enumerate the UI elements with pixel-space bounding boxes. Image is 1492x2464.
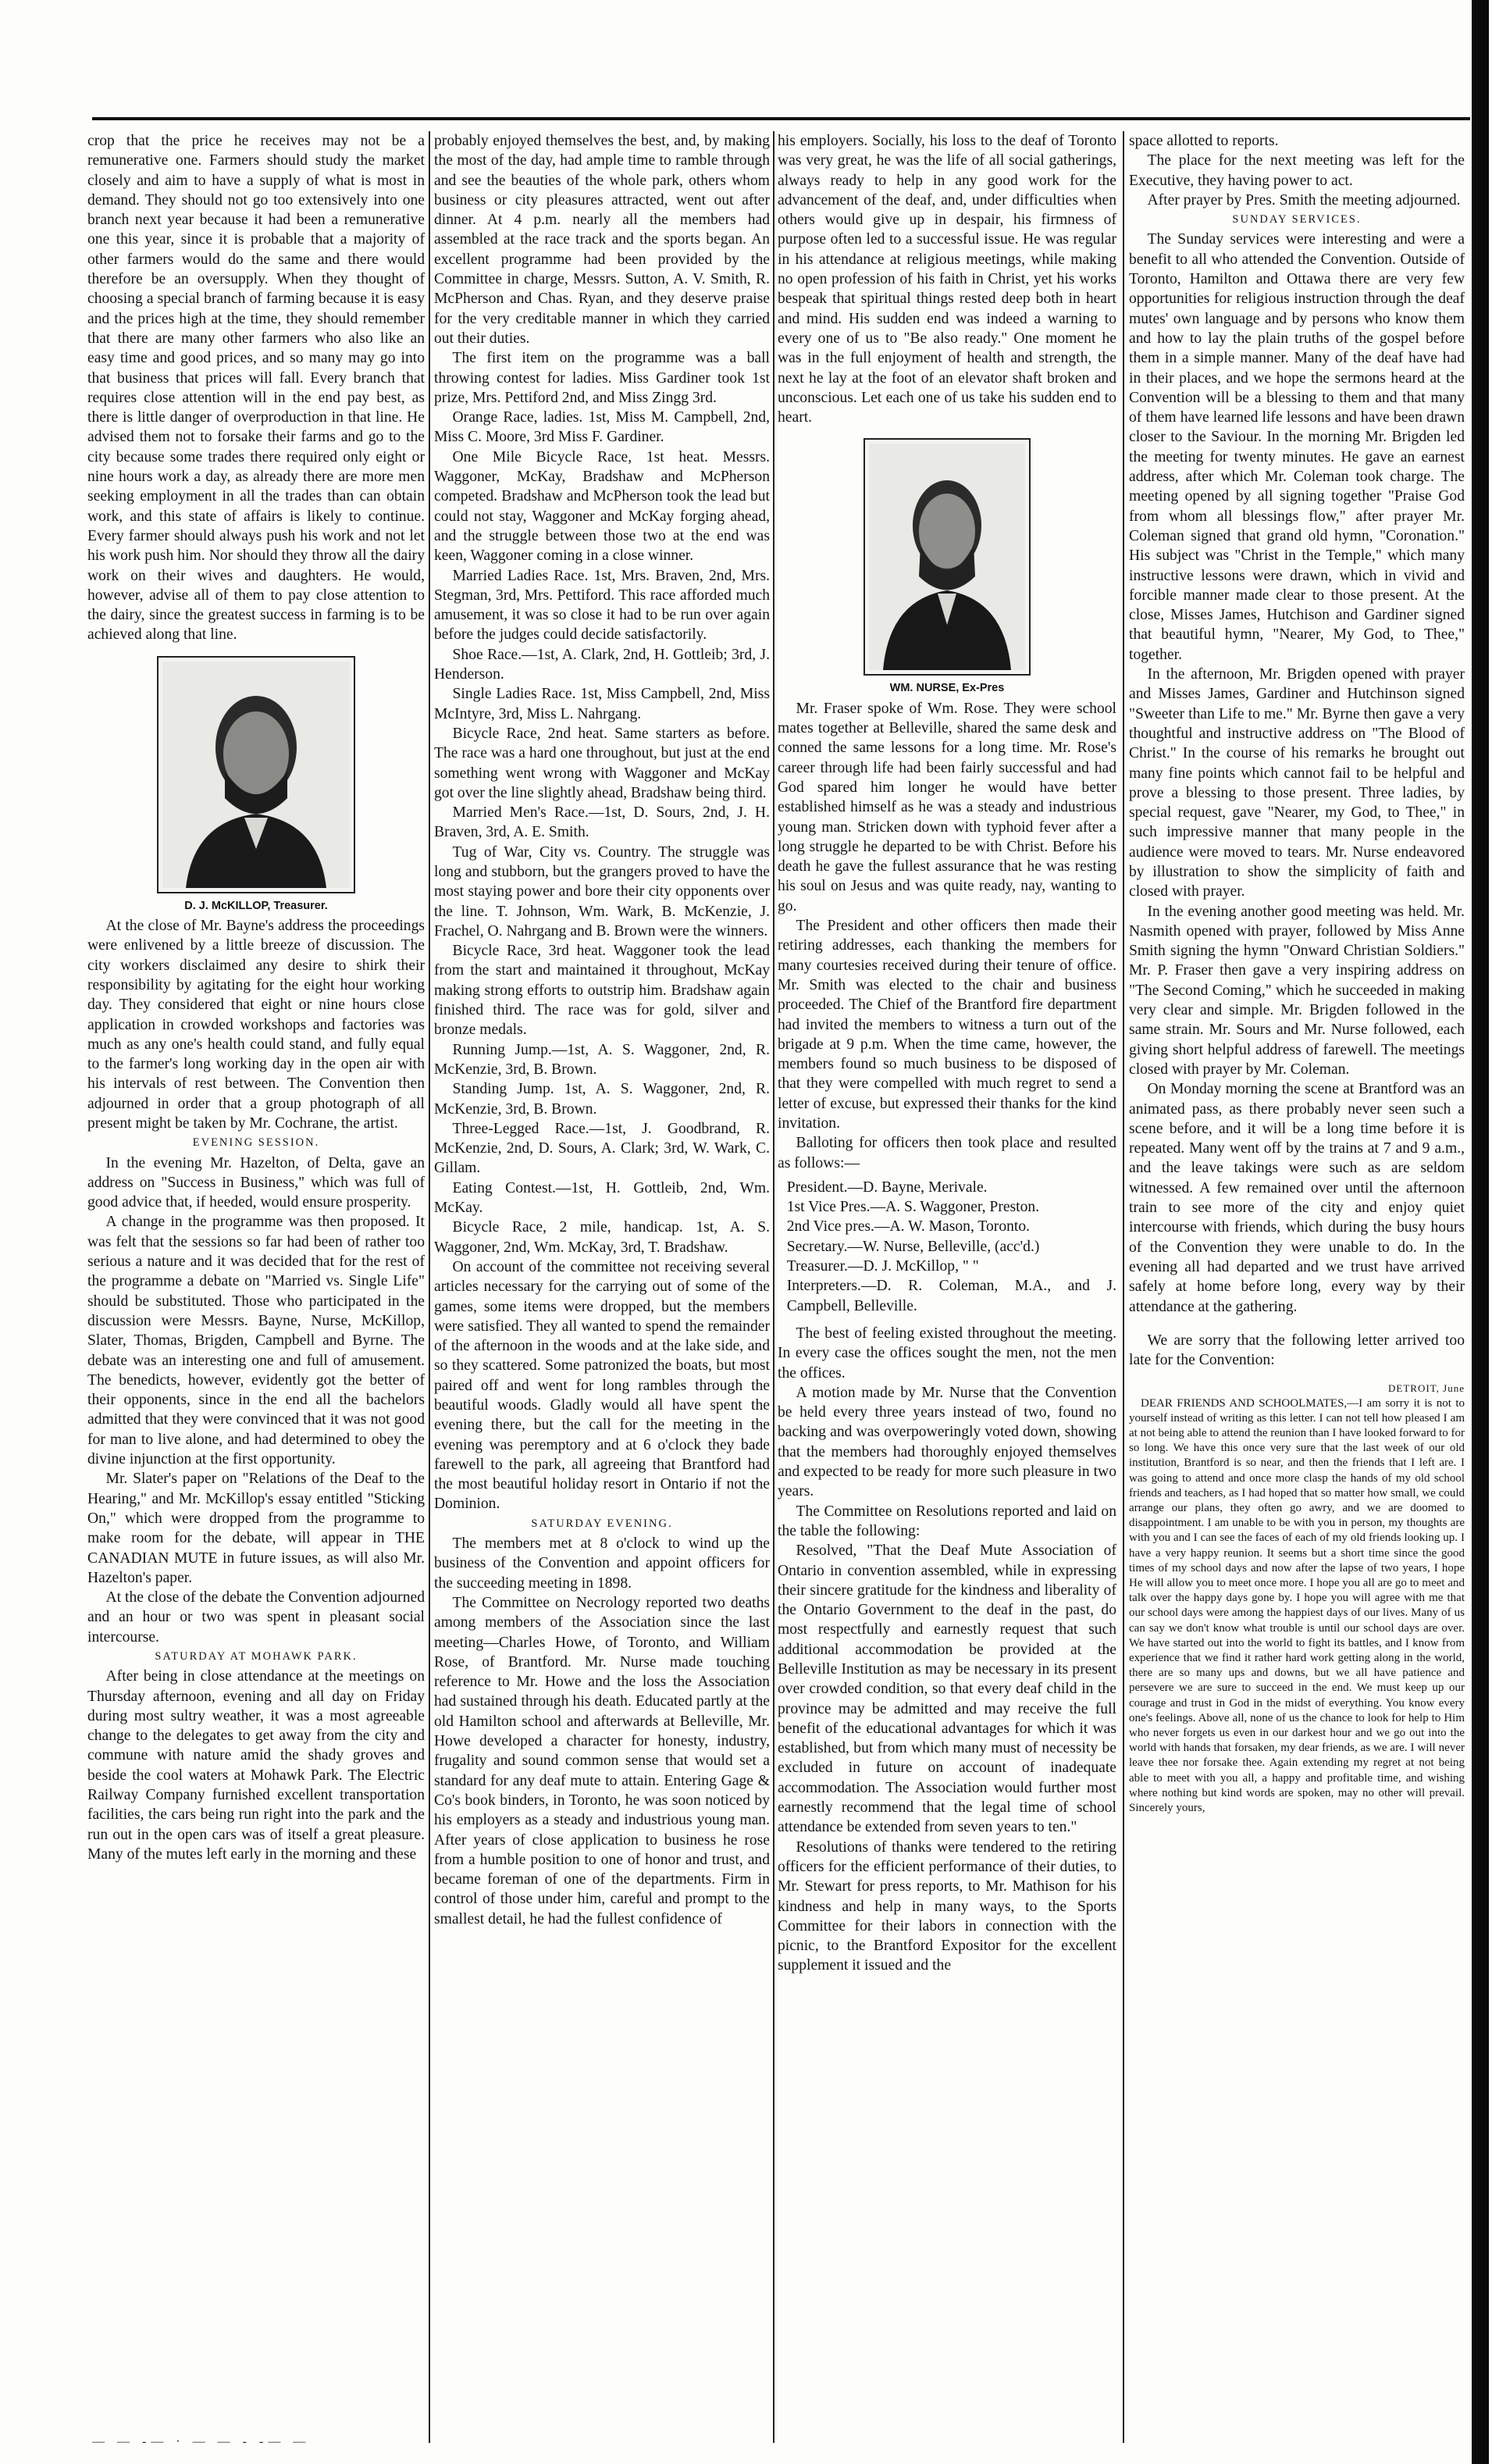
page-edge-border [1472, 0, 1489, 2464]
paragraph: Bicycle Race, 2 mile, handicap. 1st, A. S. Waggoner, 2nd, Wm. McKay, 3rd, T. Bradshaw. [434, 1219, 770, 1256]
paragraph: The place for the next meeting was left for the Executive, they having power to act. [1129, 152, 1465, 189]
column-rule [773, 131, 774, 2443]
officer-entry: 2nd Vice pres.—A. W. Mason, Toronto. [786, 1218, 1031, 1236]
paragraph: Eating Contest.—1st, H. Gottleib, 2nd, Wm. McKay. [434, 1179, 770, 1217]
officer-entry: President.—D. Bayne, Merivale. [786, 1179, 988, 1196]
paragraph: On Monday morning the scene at Brantford was an animated pass, as there probably never seen such a scene before, and it will be a long time before it is repeated. Many went off by the trains at 7 and 9 a.m., and the leave takings were such as are seldom witnessed. A few remained over until the afternoon train to see more of the city and enjoy quiet intercourse with friends, which during the busy hours of the Convention they were unable to do. In the evening all had departed and we trust have arrived safely at home before long, every way by their attendance at the gathering. [1129, 1081, 1465, 1315]
paragraph: Orange Race, ladies. 1st, Miss M. Campbell, 2nd, Miss C. Moore, 3rd Miss F. Gardiner. [434, 409, 770, 446]
portrait-nurse [864, 438, 1031, 676]
paragraph: Bicycle Race, 3rd heat. Waggoner took the lead from the start and maintained it throughout, McKay making strong efforts to outstrip him. Bradshaw again finished third. The race was for gold, silver and bronze medals. [434, 943, 770, 1039]
officer-entry: Interpreters.—D. R. Coleman, M.A., and J. Campbell, Belleville. [786, 1278, 1116, 1314]
section-heading: SUNDAY SERVICES. [1232, 213, 1362, 226]
paragraph: space allotted to reports. [1129, 133, 1279, 149]
paragraph: The first item on the programme was a ball throwing contest for ladies. Miss Gardiner took 1st prize, Mrs. Pettiford 2nd, and Miss Zingg 3rd. [434, 350, 770, 406]
officer-entry: 1st Vice Pres.—A. S. Waggoner, Preston. [786, 1199, 1040, 1216]
paragraph: The Sunday services were interesting and were a benefit to all who attended the Convention. Outside of Toronto, Hamilton and Ottawa there are very few opportunities for religious instruction through the deaf mutes' own language and by persons who know them and how to lay the plain truths of the gospel before them in a simple manner. Many of the deaf have had in their places, and we hope the sermons heard at the Convention will be a blessing to them and that many of them have learned life lessons and have been drawn closer to the Saviour. In the morning Mr. Brigden led the meeting for twenty minutes. He gave an earnest address, after which Mr. Coleman took charge. The meeting opened by all signing together "Praise God from whom all blessings flow," after prayer Mr. Coleman signed that grand old hymn, "Coronation." His subject was "Christ in the Temple," which many instructive lessons were drawn, which in vivid and forcible manner made clear to those present. At the close, Misses James, Hutchison and Gardiner signed that beautiful hymn, "Nearer, My God, to Thee," together. [1129, 231, 1465, 663]
paragraph: At the close of the debate the Convention adjourned and an hour or two was spent in pleasant social intercourse. [87, 1589, 425, 1646]
paragraph: Resolved, "That the Deaf Mute Association of Ontario in convention assembled, while in expressing their sincere gratitude for the kindness and liberality of the Ontario Government to the deaf in the past, do most respectfully and earnestly request that such additional accommodation be provided at the Belleville Institution as may be necessary in its present over crowded condition, so that every deaf child in the province may be admitted and may receive the full benefit of the educational advantages for which it was established, but from which many must of necessity be excluded in future on account of inadequate accommodation. The Association would further most earnestly recommend that the legal time of school attendance be extended from seven years to ten." [778, 1542, 1116, 1836]
paragraph: Three-Legged Race.—1st, J. Goodbrand, R. McKenzie, 2nd, D. Sours, A. Clark; 3rd, W. Wark, C. Gillam. [434, 1120, 770, 1177]
column-4 [1129, 131, 1465, 2443]
paragraph: Running Jump.—1st, A. S. Waggoner, 2nd, R. McKenzie, 3rd, B. Brown. [434, 1041, 770, 1078]
paragraph: Married Ladies Race. 1st, Mrs. Braven, 2nd, Mrs. Stegman, 3rd, Mrs. Pettiford. This race afforded much amusement, it was so close it had to be run over again before the judges could decide satisfactorily. [434, 567, 770, 644]
paragraph: In the evening Mr. Hazelton, of Delta, gave an address on "Success in Business," which was full of good advice that, if heeded, would ensure prosperity. [87, 1154, 425, 1211]
bottom-edge-marks: — — -— · — — - -— — [92, 2435, 311, 2448]
column-3 [778, 131, 1116, 2443]
column-2 [434, 131, 770, 2443]
paragraph: Mr. Slater's paper on "Relations of the Deaf to the Hearing," and Mr. McKillop's essay entitled "Sticking On," which were dropped from the programme to make room for the debate, will appear in THE CANADIAN MUTE in future issues, as will also Mr. Hazelton's paper. [87, 1471, 425, 1586]
paragraph: We are sorry that the following letter arrived too late for the Convention: [1129, 1332, 1465, 1369]
paragraph: One Mile Bicycle Race, 1st heat. Messrs. Waggoner, McKay, Bradshaw and McPherson competed. Bradshaw and McPherson took the lead but could not stay, Waggoner and McKay forging ahead, and the struggle between those two at the end was keen, Waggoner coming in a close winner. [434, 448, 770, 565]
paragraph: Married Men's Race.—1st, D. Sours, 2nd, J. H. Braven, 3rd, A. E. Smith. [434, 804, 770, 841]
column-1 [87, 131, 425, 2443]
paragraph: Mr. Fraser spoke of Wm. Rose. They were school mates together at Belleville, shared the same desk and conned the same lessons for a long time. Mr. Rose's career through life had been fairly successful and had God spared him longer he would have better established himself as he was a steady and industrious young man. Stricken down with typhoid fever after a long struggle he departed to be with Christ. Before his death he gave the fullest assurance that he was resting his soul on Jesus and was quite ready, nay, wanting to go. [778, 700, 1116, 915]
paragraph: At the close of Mr. Bayne's address the proceedings were enlivened by a little breeze of discussion. The city workers disclaimed any desire to shirk their responsibility by agitating for the eight hour working day. They considered that eight or nine hours close application in crowded workshops and factories was much as any one's health could stand, and fully equal to the farmer's long working day in the open air with his intervals of rest between. The Convention then adjourned in order that a group photograph of all present might be taken by Mr. Cochrane, the artist. [87, 918, 425, 1132]
paragraph: Bicycle Race, 2nd heat. Same starters as before. The race was a hard one throughout, but just at the end something went wrong with Waggoner and McKay got over the line slightly ahead, Bradshaw being third. [434, 725, 770, 801]
paragraph: his employers. Socially, his loss to the deaf of Toronto was very great, he was the life of all social gatherings, always ready to help in any good work for the advancement of the deaf, and, under difficulties when others would give up in despair, his firmness of purpose often led to a successful issue. He was regular in his attendance at religious meetings, while making no open profession of his faith in Christ, yet his works bespeak that spiritual things rested deep both in heart and mind. His sudden end was indeed a warning to every one of us to "Be also ready." One moment he was in the full enjoyment of health and strength, the next he lay at the foot of an elevator shaft broken and unconscious. Let each one of us take his sudden end to heart. [778, 133, 1116, 426]
paragraph: After prayer by Pres. Smith the meeting adjourned. [1147, 191, 1461, 209]
paragraph: The Committee on Necrology reported two deaths among members of the Association since the last meeting—Charles Howe, of Toronto, and William Rose, of Brantford. Mr. Nurse made touching reference to Mr. Howe and the loss the Association had sustained through his death. Educated partly at the old Hamilton school and afterwards at Belleville, Mr. Howe developed a character for honesty, industry, frugality and sound common sense that would set a standard for any deaf mute to attain. Entering Gage & Co's book binders, in Toronto, he was soon noticed by his employers as a steady and industrious young man. After years of close application to business he rose from a humble position to one of honor and trust, and became foreman of one of the departments. Firm in control of those under him, careful and prompt to the smallest detail, he had the fullest confidence of [434, 1594, 770, 1927]
portrait-engraving-icon [162, 661, 350, 888]
portrait-caption: D. J. McKILLOP, Treasurer. [184, 899, 328, 912]
paragraph: The President and other officers then made their retiring addresses, each thanking the members for many courtesies received during their tenure of office. Mr. Smith was elected to the chair and business proceeded. The Chief of the Brantford fire department had invited the members to witness a turn out of the brigade at 9 p.m. When the time came, however, the members found so much business to be disposed of that they were compelled with much regret to send a letter of excuse, but expressed their thanks for the kind invitation. [778, 918, 1116, 1132]
paragraph: probably enjoyed themselves the best, and, by making the most of the day, had ample time to ramble through and see the beauties of the whole park, others whom business or city pleasures attracted, went out after dinner. At 4 p.m. nearly all the members had assembled at the race track and the sports began. An excellent programme had been provided by the Committee in charge, Messrs. Sutton, A. V. Smith, R. McPherson and Chas. Ryan, and they deserve praise for the very creditable manner in which they carried out their duties. [434, 133, 770, 347]
letter-block [1129, 1381, 1465, 1816]
top-rule [92, 117, 1470, 120]
paragraph: Shoe Race.—1st, A. Clark, 2nd, H. Gottleib; 3rd, J. Henderson. [434, 646, 770, 683]
officer-entry: Treasurer.—D. J. McKillop, " " [786, 1258, 979, 1275]
paragraph: A change in the programme was then proposed. It was felt that the sessions so far had been of rather too serious a nature and it was decided that for the rest of the programme a debate on "Married vs. Single Life" should be substituted. Those who participated in the discussion were Messrs. Bayne, Nurse, McKillop, Slater, Thomas, Brigden, Campbell and Byrne. The debate was an interesting one and full of amusement. The benedicts, however, evidently got the better of their opponents, since in the end all the bachelors admitted that they were convinced that it was not good for man to live alone, and had determined to obey the divine injunction at the first opportunity. [87, 1214, 425, 1468]
paragraph: Balloting for officers then took place and resulted as follows:— [778, 1135, 1116, 1171]
paragraph: Standing Jump. 1st, A. S. Waggoner, 2nd, R. McKenzie, 3rd, B. Brown. [434, 1081, 770, 1118]
section-heading: SATURDAY EVENING. [531, 1517, 673, 1530]
portrait-engraving-icon [869, 444, 1025, 670]
paragraph: The best of feeling existed throughout the meeting. In every case the offices sought the men, not the men the offices. [778, 1325, 1116, 1382]
paragraph: On account of the committee not receiving several articles necessary for the carrying out of some of the games, some items were dropped, but the members were satisfied. They all wanted to spend the remainder of the afternoon in the woods and at the lake side, and so they scattered. Some patronized the boats, but most paired off and went for long rambles through the beautiful woods. Gladly would all have spent the evening there, but the call for the meeting in the evening was peremptory and at 6 o'clock they bade farewell to the park, all agreeing that Brantford had the most beautiful holiday resort in Ontario if not the Dominion. [434, 1258, 770, 1513]
letter-place: DETROIT, June [1388, 1382, 1465, 1395]
paragraph: In the evening another good meeting was held. Mr. Nasmith opened with prayer, followed by Miss Anne Smith signing the hymn "Onward Christian Soldiers." Mr. P. Fraser then gave a very inspiring address on "The Second Coming," which he succeeded in making very clear and simple. Mr. Brigden followed in the same strain. Mr. Sours and Mr. Nurse followed, each giving short helpful address of farewell. The meetings closed with prayer by Mr. Coleman. [1129, 903, 1465, 1078]
paragraph: crop that the price he receives may not be a remunerative one. Farmers should study the market closely and aim to have a supply of what is most in demand. They should not go too extensively into one branch next year because it had been a remunerative one this year, since it is probable that a majority of other farmers would do the same and there would therefore be an oversupply. When they thought of choosing a special branch of farming because it is easy and the prices high at the time, they should remember that there are many other farmers who also like an easy time and good prices, and so many may go into that business that prices will fall. Every branch that requires close attention will in the end pay best, as there is little danger of overproduction in that line. He advised them not to forsake their farms and go to the city because some trades there required only eight or nine hours work a day, as already there are more men seeking employment in all the trades than can obtain work, and this state of affairs is likely to continue. Every farmer should always push his work and not let his work push him. Nor should they throw all the dairy work on their wives and daughters. He would, however, advise all of them to pay close attention to the dairy, since the greatest success in farming is to be achieved along that line. [87, 133, 425, 644]
portrait-mckillop [157, 656, 355, 893]
paragraph: In the afternoon, Mr. Brigden opened with prayer and Misses James, Gardiner and Hutchinson signed "Sweeter than Life to me." Mr. Byrne then gave a very thoughtful and instructive address on "The Blood of Christ." In the course of his remarks he brought out many fine points which cannot fail to be helpful and prove a blessing to those present. Three ladies, by special request, gave "Nearer, my God, to Thee," in such impressive manner that many people in the audience were moved to tears. Mr. Nurse endeavored by illustration to show the simplicity of faith and closed with prayer. [1129, 666, 1465, 900]
paragraph: The members met at 8 o'clock to wind up the business of the Convention and appoint officers for the succeeding meeting in 1898. [434, 1535, 770, 1592]
paragraph: A motion made by Mr. Nurse that the Convention be held every three years instead of two, found no backing and was overpoweringly voted down, showing that the members had thoroughly enjoyed themselves and expected to be ready for more such pleasure in two years. [778, 1384, 1116, 1500]
section-heading: SATURDAY AT MOHAWK PARK. [155, 1650, 358, 1663]
letter-text: DEAR FRIENDS AND SCHOOLMATES,—I am sorry it is not to yourself instead of writing as this letter. I can not tell how pleased I am at not being able to attend the reunion than I have looked forward to for so long. We have this once very sure that the last week of our old institution, Brantford is so near, and then the friends that I left are. I was going to attend and once more clasp the hands of my old school friends and teachers, as I had hoped that so matter how small, we could arrange our plans, they often go awry, and we are doomed to disappointment. I am unable to be with you in person, my thoughts are with you and I can see the faces of each of my old friends looking up. I have a very happy reunion. It seems but a short time since the good times of my school days and now after the lapse of two years, I hope He will allow you to meet once more. I hope you all are go to meet and talk over the happy days gone by. I hope you will agree with me that our school days were among the happiest days of our lives. Many of us can say we don't know what trouble is until our school days are over. We have started out into the world to fight its battles, and I know from experience that we find it rather hard work getting along in the world, there are so many ups and downs, but we all have patience and persevere we are sure to succeed in the end. We must keep up our courage and trust in God in the midst of everything. You know every one's feelings. Above all, none of us the chance to look for help to Him who never forgets us even in our darkest hour and we go out into the world with hands that forsaken, my dear friends, as we are. I will never leave thee nor forsake thee. Again extending my regret at not being able to meet with you all, a happy and profitable time, and wishing where nothing but kind words are spoken, may no other will prevail. Sincerely yours, [1129, 1396, 1465, 1815]
officer-entry: Secretary.—W. Nurse, Belleville, (acc'd.) [786, 1238, 1040, 1255]
paragraph: After being in close attendance at the meetings on Thursday afternoon, evening and all day on Friday during most sultry weather, it was a most agreeable change to the delegates to get away from the city and commune with nature amid the shady groves and beside the cool waters at Mohawk Park. The Electric Railway Company furnished excellent transportation facilities, the cars being run right into the park and the run out in the open cars was of itself a great pleasure. Many of the mutes left early in the morning and these [87, 1668, 425, 1863]
paragraph: Single Ladies Race. 1st, Miss Campbell, 2nd, Miss McIntyre, 3rd, Miss L. Nahrgang. [434, 686, 770, 722]
section-heading: EVENING SESSION. [192, 1136, 320, 1150]
paragraph: Resolutions of thanks were tendered to the retiring officers for the efficient performance of their duties, to Mr. Stewart for press reports, to Mr. Mathison for his kindness and help in many ways, to the Sports Committee for their labors in connection with the picnic, to the Brantford Expositor for the excellent supplement it issued and the [778, 1838, 1116, 1974]
column-rule [429, 131, 430, 2443]
officers-list [778, 1178, 1116, 1316]
portrait-caption: WM. NURSE, Ex-Pres [889, 682, 1005, 695]
paragraph: The Committee on Resolutions reported and laid on the table the following: [778, 1503, 1116, 1539]
paragraph: Tug of War, City vs. Country. The struggle was long and stubborn, but the grangers proved to have the most staying power and bore their city opponents over the line. T. Johnson, Wm. Wark, B. McKenzie, J. Frachel, O. Nahrgang and B. Brown were the winners. [434, 843, 770, 940]
column-rule [1123, 131, 1124, 2443]
